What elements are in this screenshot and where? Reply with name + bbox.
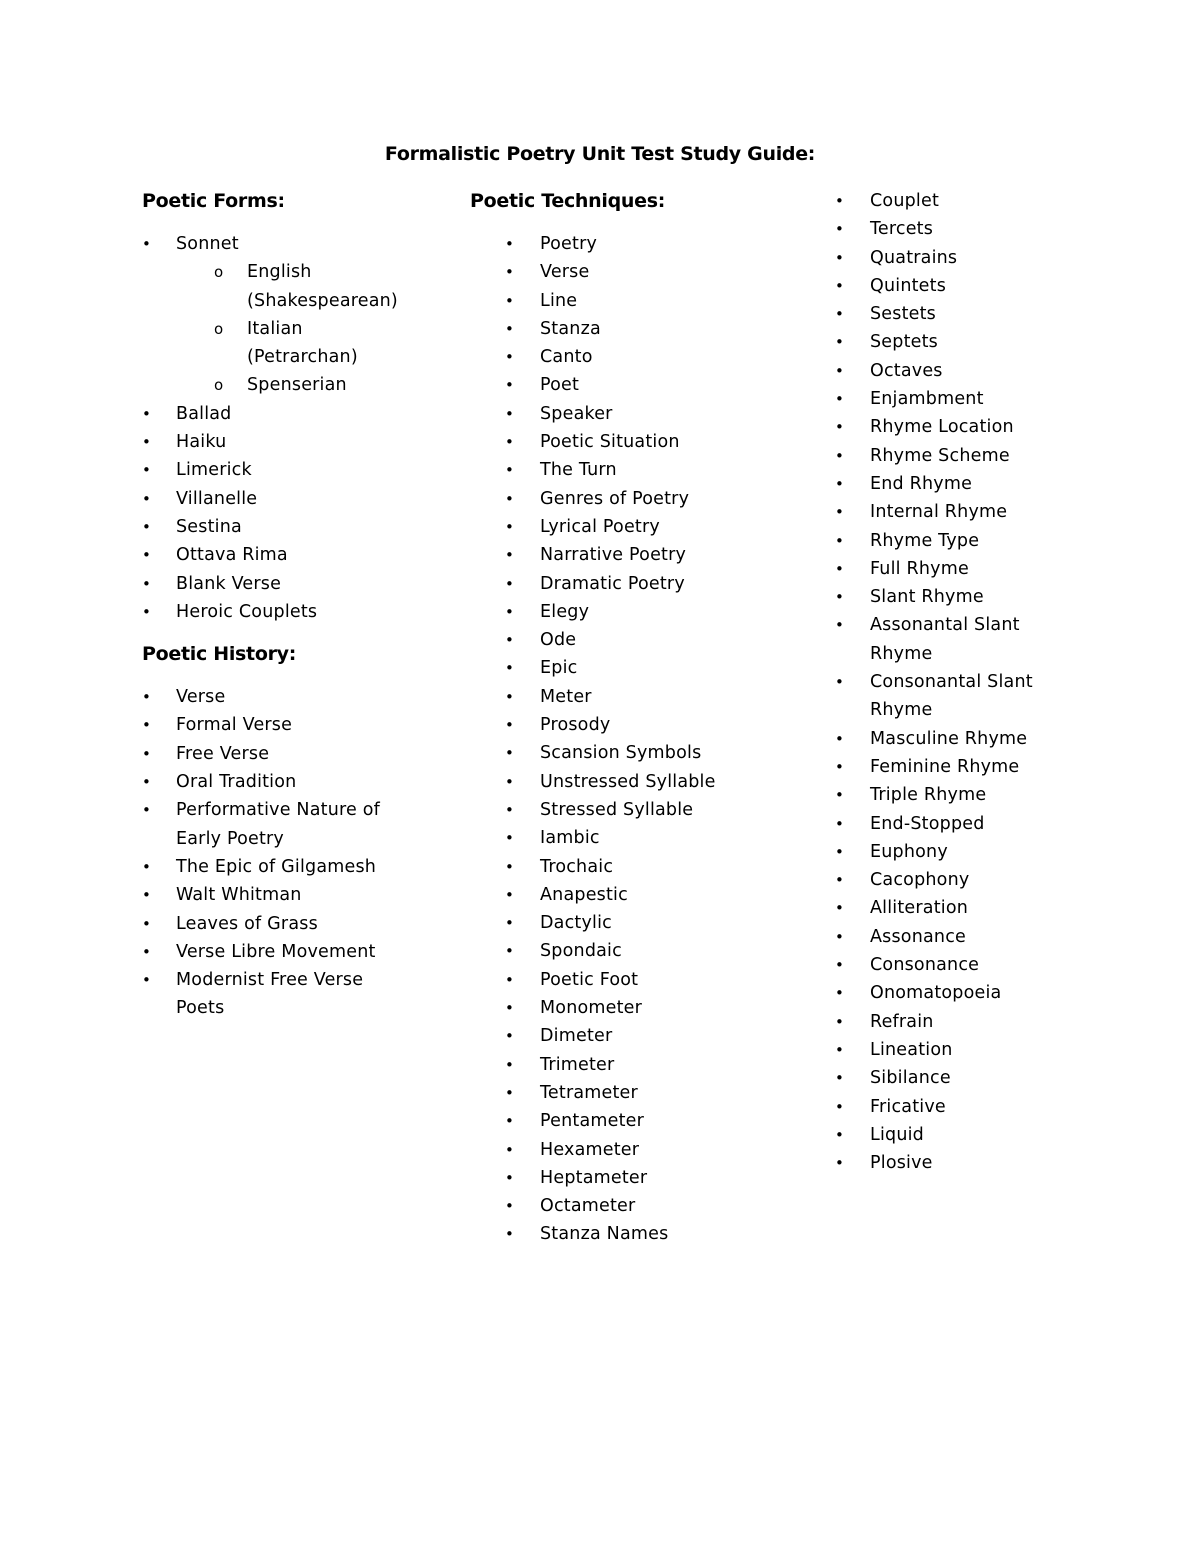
list-item bbox=[470, 966, 730, 994]
bullet-icon: • bbox=[835, 616, 845, 635]
list-item bbox=[470, 768, 730, 796]
list-item-label: Refrain bbox=[870, 1011, 934, 1032]
bullet-icon: • bbox=[835, 899, 845, 918]
list-item bbox=[835, 1036, 1055, 1064]
bullet-icon: • bbox=[505, 546, 515, 565]
column-left bbox=[142, 187, 412, 1023]
bullet-icon: • bbox=[835, 729, 845, 748]
list-item bbox=[835, 951, 1055, 979]
bullet-icon: • bbox=[505, 1027, 515, 1046]
bullet-icon: • bbox=[142, 517, 152, 536]
poetic-forms-list bbox=[142, 230, 412, 400]
list-item bbox=[142, 938, 412, 966]
column-right bbox=[835, 187, 1055, 1177]
bullet-icon: • bbox=[142, 235, 152, 253]
list-item-label: Villanelle bbox=[176, 488, 258, 509]
list-item-label: Quintets bbox=[870, 275, 947, 296]
bullet-icon: • bbox=[835, 305, 845, 324]
list-item bbox=[835, 413, 1055, 441]
list-item-label: Oral Tradition bbox=[176, 772, 297, 793]
list-item-label: Enjambment bbox=[870, 389, 984, 410]
bullet-icon: • bbox=[835, 361, 845, 380]
list-item-label: Trimeter bbox=[540, 1054, 615, 1075]
list-item bbox=[835, 1093, 1055, 1121]
bullet-icon: • bbox=[835, 842, 845, 861]
bullet-icon: • bbox=[835, 248, 845, 267]
list-item bbox=[470, 287, 730, 315]
bullet-icon: • bbox=[835, 1069, 845, 1088]
list-item-label: Pentameter bbox=[540, 1111, 645, 1132]
bullet-icon: • bbox=[505, 1225, 515, 1244]
list-item-label: Canto bbox=[540, 347, 593, 368]
bullet-icon: • bbox=[505, 1112, 515, 1131]
bullet-icon: • bbox=[505, 319, 515, 338]
list-item bbox=[470, 1107, 730, 1135]
list-item bbox=[142, 966, 412, 1023]
poetic-techniques-list bbox=[470, 230, 730, 1249]
bullet-icon: • bbox=[835, 1012, 845, 1031]
list-item bbox=[470, 1164, 730, 1192]
list-item-label: Assonantal Slant Rhyme bbox=[870, 615, 1020, 664]
bullet-icon: • bbox=[835, 333, 845, 352]
poetic-techniques-heading: Poetic Techniques: bbox=[470, 190, 666, 212]
list-item bbox=[835, 1121, 1055, 1149]
list-item bbox=[835, 979, 1055, 1007]
list-item bbox=[470, 994, 730, 1022]
list-item-label: Quatrains bbox=[870, 247, 958, 268]
list-item bbox=[835, 1008, 1055, 1036]
list-item-label: Stanza bbox=[540, 318, 601, 339]
bullet-icon: • bbox=[835, 588, 845, 607]
list-item-label: Euphony bbox=[870, 841, 948, 862]
list-item-label: Sestets bbox=[870, 304, 936, 325]
list-item-label: Fricative bbox=[870, 1096, 946, 1117]
bullet-icon: • bbox=[835, 559, 845, 578]
bullet-icon: • bbox=[835, 1154, 845, 1173]
bullet-icon: • bbox=[505, 857, 515, 876]
list-item bbox=[835, 442, 1055, 470]
list-item bbox=[835, 555, 1055, 583]
list-item-label: Ottava Rima bbox=[176, 545, 288, 566]
list-item-label: Monometer bbox=[540, 998, 643, 1019]
bullet-icon: • bbox=[505, 517, 515, 536]
list-item-label: Dimeter bbox=[540, 1026, 613, 1047]
list-item-label: Rhyme Type bbox=[870, 530, 980, 551]
list-item bbox=[470, 428, 730, 456]
list-item bbox=[470, 230, 730, 258]
list-item-label: Alliteration bbox=[870, 898, 969, 919]
list-item-label: Elegy bbox=[540, 601, 590, 622]
bullet-icon: • bbox=[505, 602, 515, 621]
list-item-label: Trochaic bbox=[540, 856, 614, 877]
list-item-label: Heroic Couplets bbox=[176, 601, 318, 622]
list-item-label: Epic bbox=[540, 658, 578, 679]
list-item bbox=[142, 711, 412, 739]
list-item-label: Scansion Symbols bbox=[540, 743, 702, 764]
poetic-forms-list-continued bbox=[142, 400, 412, 626]
list-item-label: Internal Rhyme bbox=[870, 502, 1008, 523]
list-item bbox=[470, 513, 730, 541]
bullet-icon: • bbox=[505, 659, 515, 678]
list-item bbox=[470, 654, 730, 682]
list-item bbox=[835, 498, 1055, 526]
list-item bbox=[142, 740, 412, 768]
bullet-icon: • bbox=[505, 461, 515, 480]
list-item-label: Walt Whitman bbox=[176, 885, 302, 906]
list-item-label: Poet bbox=[540, 375, 580, 396]
bullet-icon: • bbox=[505, 829, 515, 848]
list-item-label: Free Verse bbox=[176, 743, 270, 764]
list-item-label: Verse bbox=[540, 262, 590, 283]
list-item bbox=[835, 611, 1055, 668]
list-item-label: Lyrical Poetry bbox=[540, 516, 660, 537]
list-item bbox=[142, 371, 412, 399]
list-item-label: Prosody bbox=[540, 715, 611, 736]
list-item bbox=[835, 923, 1055, 951]
list-item bbox=[470, 343, 730, 371]
bullet-icon: • bbox=[835, 757, 845, 776]
list-item-label: Poetry bbox=[540, 234, 598, 254]
list-item bbox=[835, 894, 1055, 922]
poetic-history-heading: Poetic History: bbox=[142, 643, 297, 666]
list-item-label: Limerick bbox=[176, 460, 252, 481]
bullet-icon: • bbox=[505, 942, 515, 961]
bullet-icon: • bbox=[835, 446, 845, 465]
list-item-label: Stressed Syllable bbox=[540, 799, 694, 820]
list-item-label: Lineation bbox=[870, 1039, 953, 1060]
list-item bbox=[470, 626, 730, 654]
list-item-label: Sestina bbox=[176, 516, 242, 537]
bullet-icon: • bbox=[142, 744, 152, 763]
sub-bullet-icon: o bbox=[214, 376, 224, 395]
bullet-icon: • bbox=[835, 927, 845, 946]
list-item-label: Line bbox=[540, 290, 578, 311]
list-item bbox=[835, 385, 1055, 413]
list-item bbox=[142, 768, 412, 796]
list-item bbox=[835, 725, 1055, 753]
stanza-rhyme-sound-list bbox=[835, 187, 1055, 1177]
list-item-label: Iambic bbox=[540, 828, 600, 849]
bullet-icon: • bbox=[505, 772, 515, 791]
list-item-label: Dramatic Poetry bbox=[540, 573, 685, 594]
list-item-label: Haiku bbox=[176, 432, 227, 453]
list-item bbox=[142, 853, 412, 881]
list-item-label: Unstressed Syllable bbox=[540, 771, 716, 792]
list-item-label: Sonnet bbox=[176, 234, 239, 254]
list-item bbox=[470, 796, 730, 824]
list-item-label: Verse bbox=[176, 687, 226, 708]
list-item bbox=[470, 1079, 730, 1107]
bullet-icon: • bbox=[835, 531, 845, 550]
list-item bbox=[142, 881, 412, 909]
list-item-label: Poetic Situation bbox=[540, 432, 680, 453]
list-item-label: Onomatopoeia bbox=[870, 983, 1002, 1004]
list-item-label: Formal Verse bbox=[176, 715, 293, 736]
list-item-label: Rhyme Scheme bbox=[870, 445, 1010, 466]
list-item bbox=[470, 485, 730, 513]
list-item-label: End Rhyme bbox=[870, 473, 973, 494]
bullet-icon: • bbox=[505, 1168, 515, 1187]
sonnet-types-list bbox=[142, 258, 412, 399]
bullet-icon: • bbox=[835, 786, 845, 805]
list-item bbox=[470, 853, 730, 881]
bullet-icon: • bbox=[505, 885, 515, 904]
list-item bbox=[142, 910, 412, 938]
list-item-label: Blank Verse bbox=[176, 573, 282, 594]
bullet-icon: • bbox=[835, 1097, 845, 1116]
list-item-label: Tetrameter bbox=[540, 1082, 638, 1103]
bullet-icon: • bbox=[505, 631, 515, 650]
poetic-forms-heading: Poetic Forms: bbox=[142, 190, 285, 212]
bullet-icon: • bbox=[835, 814, 845, 833]
list-item-label: Liquid bbox=[870, 1124, 924, 1145]
list-item-label: Tercets bbox=[870, 219, 934, 240]
bullet-icon: • bbox=[505, 291, 515, 310]
list-item bbox=[470, 1022, 730, 1050]
list-item bbox=[835, 215, 1055, 243]
list-item-label: Verse Libre Movement bbox=[176, 941, 376, 962]
list-item bbox=[142, 230, 412, 400]
bullet-icon: • bbox=[835, 956, 845, 975]
list-item-label: Spenserian bbox=[247, 375, 347, 396]
bullet-icon: • bbox=[142, 489, 152, 508]
list-item bbox=[142, 428, 412, 456]
bullet-icon: • bbox=[142, 801, 152, 820]
bullet-icon: • bbox=[835, 673, 845, 692]
bullet-icon: • bbox=[142, 688, 152, 707]
list-item-label: Spondaic bbox=[540, 941, 622, 962]
list-item-label: Cacophony bbox=[870, 870, 970, 891]
list-item-label: Masculine Rhyme bbox=[870, 728, 1028, 749]
list-item-label: Slant Rhyme bbox=[870, 587, 984, 608]
list-item bbox=[470, 456, 730, 484]
bullet-icon: • bbox=[835, 418, 845, 437]
list-item bbox=[142, 400, 412, 428]
bullet-icon: • bbox=[142, 716, 152, 735]
list-item-label: English (Shakespearean) bbox=[247, 262, 398, 311]
bullet-icon: • bbox=[835, 390, 845, 409]
list-item bbox=[142, 456, 412, 484]
list-item bbox=[470, 1220, 730, 1248]
bullet-icon: • bbox=[142, 773, 152, 792]
bullet-icon: • bbox=[505, 376, 515, 395]
bullet-icon: • bbox=[142, 914, 152, 933]
column-middle bbox=[470, 187, 730, 1249]
bullet-icon: • bbox=[505, 404, 515, 423]
bullet-icon: • bbox=[142, 404, 152, 423]
list-item-label: Octameter bbox=[540, 1196, 636, 1217]
bullet-icon: • bbox=[505, 433, 515, 452]
list-item bbox=[835, 583, 1055, 611]
list-item-label: Hexameter bbox=[540, 1139, 640, 1160]
bullet-icon: • bbox=[505, 1055, 515, 1074]
list-item bbox=[142, 513, 412, 541]
list-item-label: Narrative Poetry bbox=[540, 545, 687, 566]
list-item-label: Italian (Petrarchan) bbox=[247, 318, 358, 368]
list-item-label: Anapestic bbox=[540, 884, 628, 905]
bullet-icon: • bbox=[142, 971, 152, 990]
list-item-label: The Turn bbox=[540, 460, 617, 481]
list-item bbox=[470, 1051, 730, 1079]
list-item bbox=[470, 909, 730, 937]
bullet-icon: • bbox=[835, 276, 845, 295]
bullet-icon: • bbox=[505, 999, 515, 1018]
bullet-icon: • bbox=[505, 716, 515, 735]
bullet-icon: • bbox=[835, 474, 845, 493]
list-item-label: Consonantal Slant Rhyme bbox=[870, 672, 1033, 721]
list-item bbox=[470, 824, 730, 852]
list-item bbox=[470, 570, 730, 598]
bullet-icon: • bbox=[142, 886, 152, 905]
bullet-icon: • bbox=[835, 192, 845, 210]
list-item bbox=[470, 937, 730, 965]
list-item-label: The Epic of Gilgamesh bbox=[176, 856, 377, 877]
list-item bbox=[142, 683, 412, 711]
list-item bbox=[470, 881, 730, 909]
list-item bbox=[835, 668, 1055, 725]
list-item bbox=[470, 598, 730, 626]
list-item bbox=[142, 258, 412, 315]
poetic-history-list bbox=[142, 683, 412, 1023]
list-item bbox=[470, 371, 730, 399]
list-item bbox=[835, 1149, 1055, 1177]
list-item-label: Couplet bbox=[870, 191, 940, 211]
list-item bbox=[835, 810, 1055, 838]
list-item bbox=[142, 796, 412, 853]
list-item bbox=[835, 357, 1055, 385]
list-item bbox=[835, 470, 1055, 498]
list-item-label: Ballad bbox=[176, 403, 232, 424]
bullet-icon: • bbox=[505, 1140, 515, 1159]
list-item bbox=[470, 1192, 730, 1220]
bullet-icon: • bbox=[505, 574, 515, 593]
list-item bbox=[835, 272, 1055, 300]
sub-bullet-icon: o bbox=[214, 263, 224, 282]
bullet-icon: • bbox=[142, 602, 152, 621]
list-item bbox=[470, 541, 730, 569]
list-item-label: Heptameter bbox=[540, 1167, 648, 1188]
list-item-label: Dactylic bbox=[540, 913, 612, 934]
bullet-icon: • bbox=[505, 489, 515, 508]
bullet-icon: • bbox=[142, 574, 152, 593]
page-title: Formalistic Poetry Unit Test Study Guide: bbox=[384, 143, 816, 165]
bullet-icon: • bbox=[505, 1197, 515, 1216]
bullet-icon: • bbox=[142, 461, 152, 480]
list-item bbox=[470, 1136, 730, 1164]
bullet-icon: • bbox=[505, 914, 515, 933]
list-item bbox=[835, 866, 1055, 894]
bullet-icon: • bbox=[505, 687, 515, 706]
bullet-icon: • bbox=[835, 984, 845, 1003]
list-item-label: Genres of Poetry bbox=[540, 488, 690, 509]
list-item-label: Triple Rhyme bbox=[870, 785, 987, 806]
list-item-label: Rhyme Location bbox=[870, 417, 1014, 438]
bullet-icon: • bbox=[505, 800, 515, 819]
list-item-label: Assonance bbox=[870, 926, 967, 947]
list-item-label: Octaves bbox=[870, 360, 943, 381]
list-item-label: Full Rhyme bbox=[870, 558, 969, 579]
list-item-label: Septets bbox=[870, 332, 938, 353]
list-item bbox=[142, 598, 412, 626]
list-item bbox=[142, 315, 412, 372]
list-item-label: Plosive bbox=[870, 1153, 933, 1174]
list-item bbox=[470, 739, 730, 767]
list-item bbox=[835, 838, 1055, 866]
bullet-icon: • bbox=[142, 857, 152, 876]
bullet-icon: • bbox=[835, 871, 845, 890]
bullet-icon: • bbox=[835, 1125, 845, 1144]
list-item bbox=[142, 541, 412, 569]
list-item-label: Modernist Free Verse Poets bbox=[176, 970, 364, 1019]
list-item bbox=[835, 244, 1055, 272]
bullet-icon: • bbox=[835, 220, 845, 239]
list-item bbox=[470, 683, 730, 711]
list-item-label: Feminine Rhyme bbox=[870, 756, 1020, 777]
bullet-icon: • bbox=[835, 1040, 845, 1059]
list-item bbox=[142, 570, 412, 598]
bullet-icon: • bbox=[505, 970, 515, 989]
bullet-icon: • bbox=[142, 942, 152, 961]
list-item-label: End-Stopped bbox=[870, 813, 985, 834]
bullet-icon: • bbox=[505, 744, 515, 763]
list-item bbox=[142, 485, 412, 513]
list-item bbox=[835, 328, 1055, 356]
list-item-label: Consonance bbox=[870, 955, 980, 976]
list-item bbox=[835, 300, 1055, 328]
bullet-icon: • bbox=[142, 433, 152, 452]
list-item-label: Meter bbox=[540, 686, 592, 707]
bullet-icon: • bbox=[505, 1083, 515, 1102]
sub-bullet-icon: o bbox=[214, 319, 224, 338]
list-item bbox=[835, 781, 1055, 809]
bullet-icon: • bbox=[505, 235, 515, 253]
list-item bbox=[470, 711, 730, 739]
list-item bbox=[835, 187, 1055, 215]
list-item-label: Leaves of Grass bbox=[176, 913, 318, 934]
bullet-icon: • bbox=[835, 503, 845, 522]
list-item bbox=[470, 315, 730, 343]
list-item-label: Stanza Names bbox=[540, 1224, 669, 1245]
list-item bbox=[470, 400, 730, 428]
list-item-label: Ode bbox=[540, 630, 577, 651]
list-item bbox=[835, 527, 1055, 555]
list-item bbox=[470, 258, 730, 286]
bullet-icon: • bbox=[505, 263, 515, 282]
list-item-label: Poetic Foot bbox=[540, 969, 639, 990]
list-item bbox=[835, 1064, 1055, 1092]
list-item-label: Performative Nature of Early Poetry bbox=[176, 800, 381, 849]
list-item-label: Sibilance bbox=[870, 1068, 951, 1089]
bullet-icon: • bbox=[505, 348, 515, 367]
bullet-icon: • bbox=[142, 546, 152, 565]
list-item bbox=[835, 753, 1055, 781]
list-item-label: Speaker bbox=[540, 403, 613, 424]
